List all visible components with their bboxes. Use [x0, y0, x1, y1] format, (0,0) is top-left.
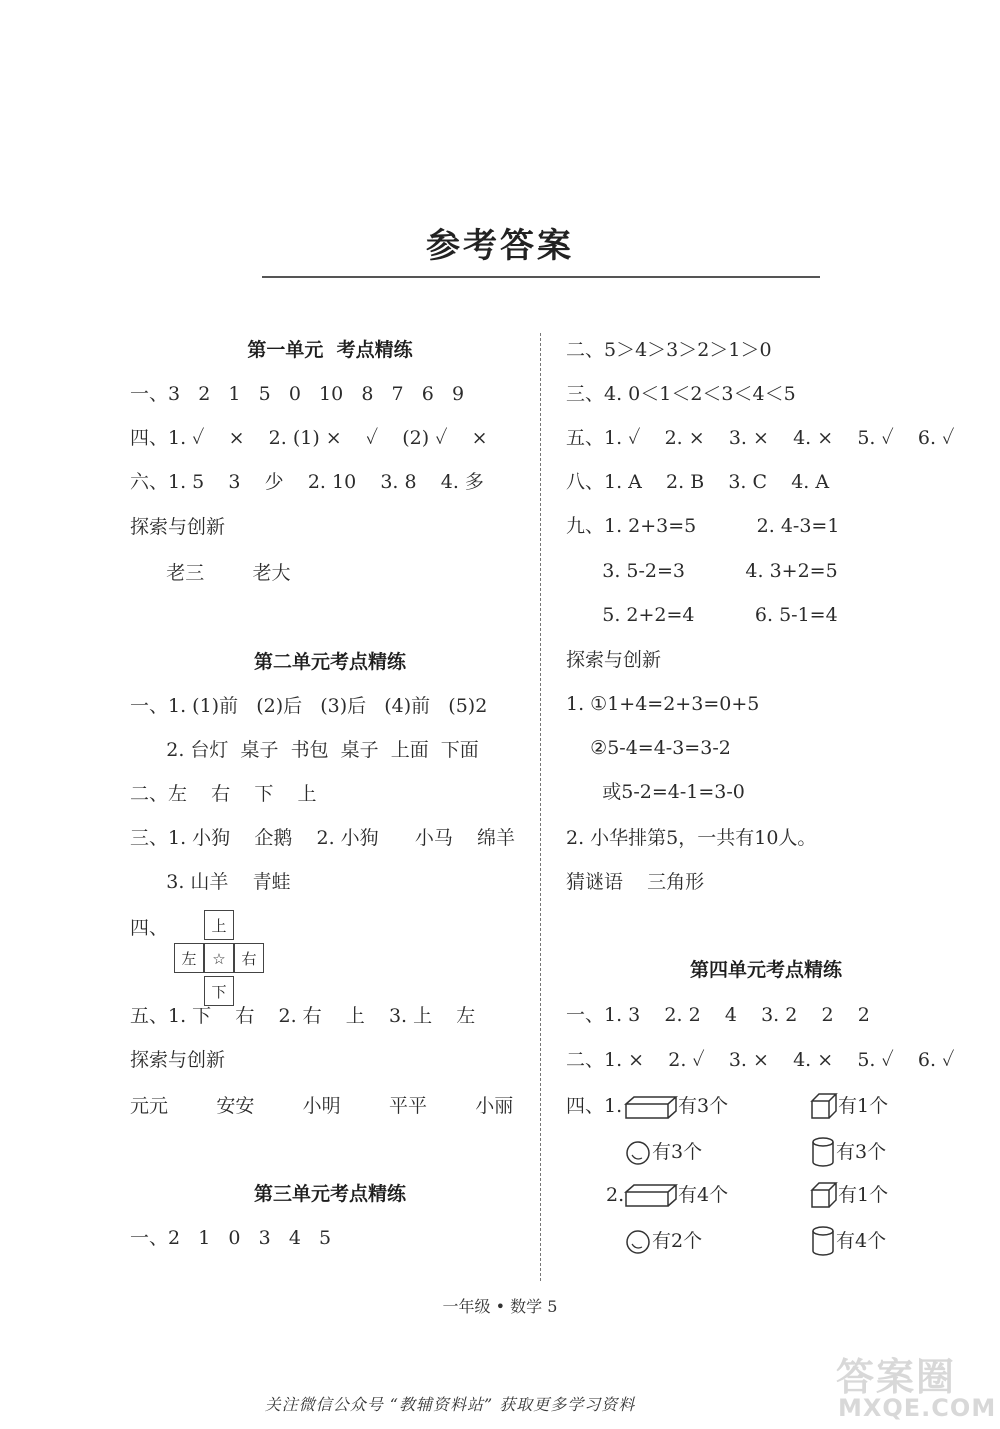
- unit2-line: 探索与创新: [130, 1049, 226, 1071]
- unit1-line: 四、1. ✓ × 2. (1) × ✓ (2) ✓ ×: [130, 427, 488, 449]
- unit3-cont-line: 2. 小华排第5，一共有10人。: [566, 827, 817, 849]
- cuboid-icon: [624, 1182, 678, 1208]
- watermark: [826, 1346, 996, 1426]
- unit2-q4-label: 四、: [130, 917, 169, 939]
- unit3-cont-line: 五、1. ✓ 2. × 3. × 4. × 5. ✓ 6. ✓: [566, 427, 955, 449]
- unit3-cont-line: 3. 5-2=3 4. 3+2=5: [566, 560, 838, 582]
- watermark-site: MXQE.COM: [838, 1394, 997, 1422]
- unit1-line: 老三 老大: [130, 562, 291, 584]
- unit3-cont-line: 猜谜语 三角形: [566, 871, 705, 893]
- unit3-cont-line: 5. 2+2=4 6. 5-1=4: [566, 604, 838, 626]
- unit2-line: 元元 安安 小明 平平 小丽: [130, 1095, 514, 1117]
- grid-cell-down: 下: [204, 976, 234, 1006]
- unit4-line: 一、1. 3 2. 2 4 3. 2 2 2: [566, 1004, 870, 1026]
- shape-count: 有3个: [836, 1141, 887, 1163]
- unit3-cont-line: ②5-4=4-3=3-2: [566, 737, 731, 759]
- unit3-heading: 第三单元考点精练: [253, 1183, 406, 1205]
- sphere-icon: [624, 1228, 652, 1256]
- cuboid-icon: [624, 1094, 678, 1120]
- unit2-heading: 第二单元考点精练: [253, 651, 406, 673]
- unit4-q4-label-2: 2.: [606, 1184, 625, 1206]
- unit4-q4-label: 四、1.: [566, 1095, 623, 1117]
- grid-cell-center: ☆: [204, 943, 234, 973]
- unit4-heading: 第四单元考点精练: [689, 959, 842, 981]
- unit1-line: 一、3 2 1 5 0 10 8 7 6 9: [130, 383, 465, 405]
- cube-icon: [810, 1092, 838, 1120]
- unit3-cont-line: 九、1. 2+3=5 2. 4-3=1: [566, 515, 840, 537]
- sphere-icon: [624, 1139, 652, 1167]
- watermark-logo: 答案圈: [836, 1355, 957, 1399]
- cylinder-icon: [810, 1225, 836, 1257]
- unit3-cont-line: 八、1. A 2. B 3. C 4. A: [566, 471, 830, 493]
- direction-cross-grid: [170, 910, 270, 1006]
- unit2-line: 二、左 右 下 上: [130, 783, 317, 805]
- unit1-heading: 第一单元 考点精练: [247, 339, 413, 361]
- unit2-line: 三、1. 小狗 企鹅 2. 小狗 小马 绵羊: [130, 827, 516, 849]
- title-divider: [262, 276, 820, 278]
- unit3-cont-line: 探索与创新: [566, 649, 662, 671]
- unit3-cont-line: 1. ①1+4=2+3=0+5: [566, 693, 760, 715]
- shape-count: 有4个: [836, 1230, 887, 1252]
- shape-count: 有3个: [652, 1141, 703, 1163]
- unit1-line: 六、1. 5 3 少 2. 10 3. 8 4. 多: [130, 471, 484, 493]
- grid-cell-right: 右: [234, 943, 264, 973]
- shape-count: 有4个: [678, 1184, 729, 1206]
- column-divider: [540, 333, 541, 1281]
- shape-count: 有1个: [838, 1184, 889, 1206]
- shape-count: 有3个: [678, 1095, 729, 1117]
- unit2-line: 3. 山羊 青蛙: [130, 871, 291, 893]
- cylinder-icon: [810, 1136, 836, 1168]
- unit1-line: 探索与创新: [130, 516, 226, 538]
- unit3-cont-line: 二、5＞4＞3＞2＞1＞0: [566, 339, 772, 361]
- promo-text: 关注微信公众号 “教辅资料站” 获取更多学习资料: [264, 1395, 636, 1414]
- cube-icon: [810, 1181, 838, 1209]
- unit3-line: 一、2 1 0 3 4 5: [130, 1227, 332, 1249]
- unit3-cont-line: 三、4. 0＜1＜2＜3＜4＜5: [566, 383, 796, 405]
- shape-count: 有1个: [838, 1095, 889, 1117]
- unit2-line: 一、1. (1)前 (2)后 (3)后 (4)前 (5)2: [130, 695, 488, 717]
- grid-cell-up: 上: [204, 910, 234, 940]
- page-footer: 一年级 • 数学 5: [442, 1297, 558, 1316]
- unit2-line: 2. 台灯 桌子 书包 桌子 上面 下面: [130, 739, 479, 761]
- shape-count: 有2个: [652, 1230, 703, 1252]
- unit3-cont-line: 或5-2=4-1=3-0: [566, 781, 745, 803]
- page-title: 参考答案: [426, 226, 574, 266]
- grid-cell-left: 左: [174, 943, 204, 973]
- unit2-line: 五、1. 下 右 2. 右 上 3. 上 左: [130, 1005, 476, 1027]
- unit4-line: 二、1. × 2. ✓ 3. × 4. × 5. ✓ 6. ✓: [566, 1049, 955, 1071]
